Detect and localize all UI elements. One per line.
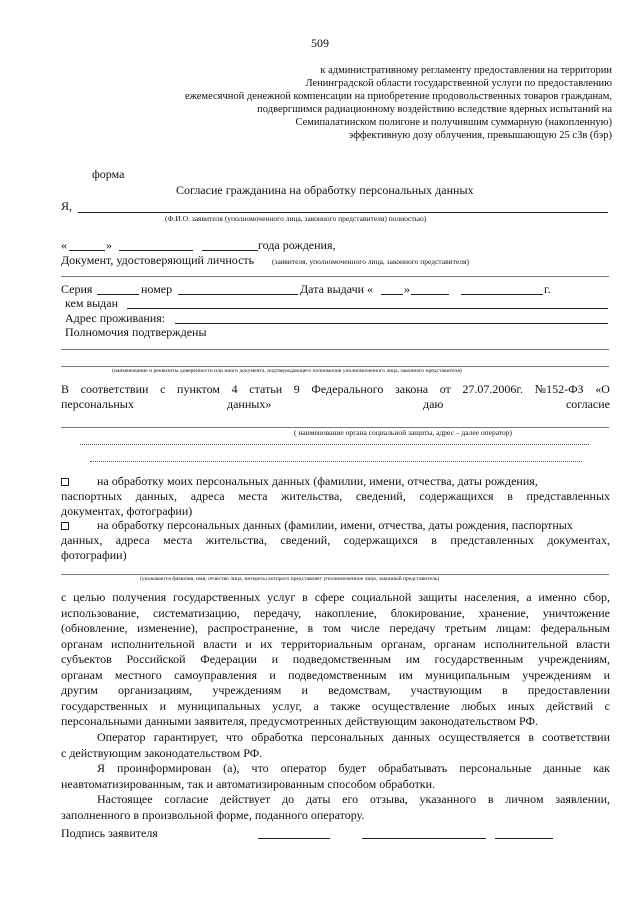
- date-open-quote: «: [61, 238, 67, 252]
- option-other-person-line: данных, адреса места жительства, сведений, содержащихся в представленных документах,: [61, 533, 610, 547]
- header-line: эффективную дозу облучения, превышающую 25 сЗв (бэр): [348, 130, 612, 141]
- informed-paragraph: [61, 761, 610, 792]
- id-document-label: Документ, удостоверяющий личность: [61, 253, 255, 267]
- date-close-quote: »: [106, 238, 112, 252]
- law-word: статьи: [249, 382, 283, 396]
- signature-label: Подпись заявителя: [61, 826, 158, 840]
- id-document-hint: (заявителя, уполномоченного лица, законного представителя): [272, 257, 469, 266]
- issued-by-field[interactable]: [127, 308, 608, 309]
- header-line: подвергшимся радиационному воздействию вследствие ядерных испытаний на: [257, 104, 612, 115]
- paragraph-line: неавтоматизированным, так и автоматизированным способом обработки.: [61, 776, 436, 791]
- paragraph-line: Оператор гарантирует, что обработка персональных данных осуществляется в соответствии: [97, 730, 610, 744]
- issue-month-field[interactable]: [411, 294, 449, 295]
- paragraph-line: Настоящее согласие действует до даты его отзыва, указанного в личном заявлении,: [97, 792, 610, 806]
- option-own-data-line: документах, фотографии): [61, 504, 193, 518]
- header-line: Ленинградской области государственной услуги по предоставлению: [305, 78, 612, 89]
- law-word: с: [160, 382, 166, 396]
- option-own-data-checkbox[interactable]: [61, 478, 69, 486]
- birth-day-field[interactable]: [69, 250, 105, 251]
- id-document-field[interactable]: [61, 276, 609, 277]
- issue-date-label: Дата выдачи «: [300, 282, 374, 296]
- birth-year-label: года рождения,: [258, 238, 336, 252]
- paragraph-line: использование, систематизацию, передачу, накопление, блокирование, хранение, уничтожение: [61, 605, 610, 620]
- signature-field[interactable]: [258, 838, 330, 839]
- issue-day-field[interactable]: [381, 294, 403, 295]
- fio-hint: (Ф.И.О. заявителя (уполномоченного лица, законного представителя) полностью): [165, 214, 427, 223]
- operator-hint: ( наименование органа социальной защиты, адрес – далее оператор): [294, 428, 513, 437]
- law-word: от: [439, 382, 451, 396]
- paragraph-line: с действующим законодательством РФ.: [61, 745, 263, 760]
- issue-close-quote: »: [404, 282, 410, 296]
- law-reference-line-1: [61, 382, 610, 397]
- validity-paragraph: [61, 792, 610, 823]
- paragraph-line: другим организациям, учреждениям и ведомствам, участвующим в предоставлении: [61, 683, 610, 697]
- law-reference-line-2: [61, 397, 610, 412]
- year-suffix: г.: [544, 282, 551, 296]
- ya-label: Я,: [61, 199, 73, 213]
- guarantee-paragraph: [61, 730, 610, 761]
- signature-name-field[interactable]: [362, 838, 486, 839]
- paragraph-line: органам местного самоуправления и подведомственным им муниципальным учреждениям и: [61, 667, 610, 682]
- powers-field-2[interactable]: [61, 366, 609, 367]
- law-word: пунктом: [177, 382, 220, 396]
- represented-person-field[interactable]: [61, 574, 609, 575]
- number-label: номер: [141, 282, 173, 296]
- law-word: Федерального: [311, 382, 384, 396]
- paragraph-line: заполненного в произвольной форме, поданного оператору.: [61, 807, 365, 822]
- signature-date-field[interactable]: [495, 838, 553, 839]
- powers-hint: (наименование и реквизиты доверенности или иного документа, подтверждающего полномочия уполномоченного лица, законного представителя): [112, 368, 462, 374]
- header-line: Семипалатинском полигоне и получившим суммарную (накопленную): [295, 117, 612, 128]
- option-other-person-line: на обработку персональных данных (фамилии, имени, отчества, даты рождения, паспортных: [97, 518, 573, 532]
- issued-by-label: кем выдан: [65, 296, 119, 310]
- birth-year-field[interactable]: [202, 250, 258, 251]
- issue-year-field[interactable]: [461, 294, 543, 295]
- paragraph-line: с целью получения государственных услуг в сфере социальной защиты населения, а именно сбор,: [61, 590, 610, 604]
- option-own-data-line: паспортных данных, адреса места жительства, сведений, содержащихся в представленных: [61, 489, 610, 503]
- header-line: ежемесячной денежной компенсации на приобретение продовольственных товаров гражданам,: [185, 91, 612, 102]
- series-field[interactable]: [97, 294, 139, 295]
- powers-label: Полномочия подтверждены: [65, 325, 207, 339]
- paragraph-line: Я проинформирован (а), что оператор будет обрабатывать персональные данные как: [97, 761, 610, 775]
- law-word: «О: [595, 382, 610, 396]
- law-word: 9: [293, 382, 300, 396]
- paragraph-line: органам исполнительной власти и их территориальным органам, органам исполнительной власти: [61, 636, 610, 651]
- paragraph-line: субъектов Российской Федерации и подведомственным им государственным учреждениям,: [61, 652, 610, 666]
- address-label: Адрес проживания:: [65, 311, 166, 325]
- paragraph-line: государственных и муниципальных услуг, а также осуществление любых иных действий с: [61, 698, 610, 713]
- option-own-data-line: на обработку моих персональных данных (фамилии, имени, отчества, даты рождения,: [97, 474, 538, 488]
- law-word: В: [61, 382, 70, 396]
- option-other-person-checkbox[interactable]: [61, 522, 69, 530]
- paragraph-line: персональными данными заявителя, предусмотренных действующим законодательством РФ.: [61, 714, 538, 728]
- paragraph-line: (обновление, изменение), распространение, в том числе передачу третьим лицам: федеральным: [61, 621, 610, 635]
- form-label: форма: [92, 167, 125, 181]
- represented-person-hint: (указывается фамилия, имя, отчество лица, интересы которого представляет уполномоченное лицо, законный представитель): [140, 576, 440, 582]
- law-word: закона: [395, 382, 429, 396]
- law-word: согласие: [565, 397, 610, 411]
- page-number: 509: [311, 36, 329, 50]
- law-word: 4: [231, 382, 238, 396]
- fio-field[interactable]: [78, 212, 608, 213]
- law-word: №152-ФЗ: [534, 382, 584, 396]
- series-label: Серия: [61, 282, 93, 296]
- option-other-person-line: фотографии): [61, 548, 127, 562]
- regulation-header: [150, 64, 612, 142]
- law-word: соответствии: [80, 382, 149, 396]
- law-word: даю: [423, 397, 444, 411]
- operator-field-3[interactable]: [90, 461, 582, 462]
- birth-month-field[interactable]: [119, 250, 193, 251]
- operator-field-2[interactable]: [80, 444, 589, 445]
- purpose-paragraph: [61, 590, 610, 730]
- number-field[interactable]: [178, 294, 298, 295]
- address-field[interactable]: [175, 323, 608, 324]
- header-line: к административному регламенту предоставления на территории: [320, 65, 612, 76]
- law-word: данных»: [227, 397, 272, 411]
- powers-field[interactable]: [61, 349, 609, 350]
- law-word: 27.07.2006г.: [462, 382, 523, 396]
- law-word: персональных: [61, 397, 134, 411]
- document-title: Согласие гражданина на обработку персональных данных: [176, 183, 474, 197]
